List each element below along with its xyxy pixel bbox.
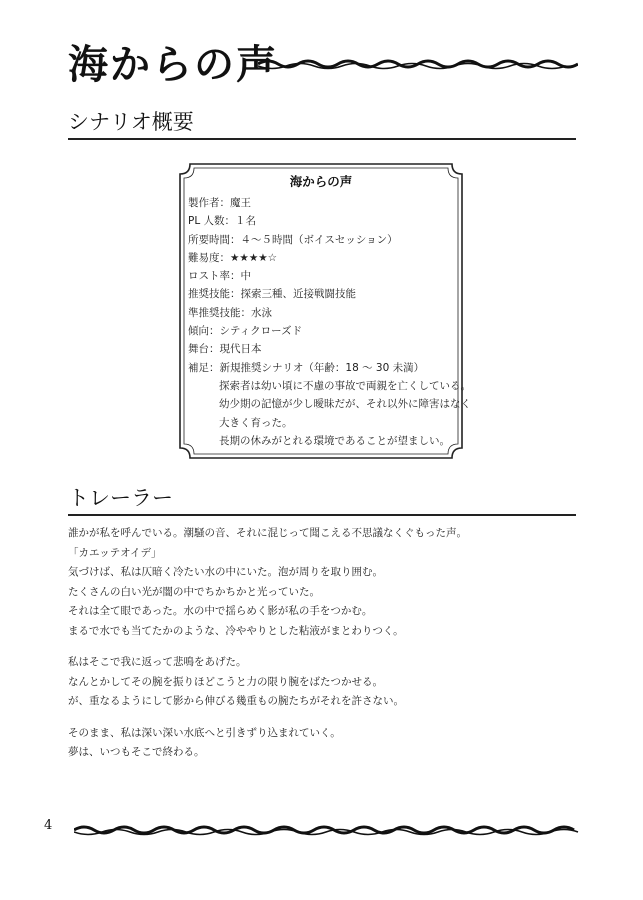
trailer-line: それは全て眼であった。水の中で揺らめく影が私の手をつかむ。 xyxy=(68,605,373,617)
detail-supplement: 補足：新規推奨シナリオ（年齢：18 ～ 30 未満） xyxy=(188,361,425,374)
note-line: 長期の休みがとれる環境であることが望ましい。 xyxy=(219,434,450,447)
detail-recommended-skills: 推奨技能：探索三種、近接戦闘技能 xyxy=(188,288,356,301)
trailer-line: なんとかしてその腕を振りほどこうと力の限り腕をばたつかせる。 xyxy=(68,675,383,688)
detail-lost-rate: ロスト率：中 xyxy=(188,270,251,283)
trailer-line: たくさんの白い光が闇の中でちかちかと光っていた。 xyxy=(68,585,320,598)
trailer-line: 誰かが私を呼んでいる。潮騒の音、それに混じって聞こえる不思議なくぐもった声。 xyxy=(68,527,467,539)
detail-tendency: 傾向：シティクローズド xyxy=(188,325,303,338)
note-line: 幼少期の記憶が少し曖昧だが、それ以外に障害はなく xyxy=(219,398,471,411)
detail-author: 製作者：魔王 xyxy=(188,197,251,209)
trailer-line: 気づけば、私は仄暗く冷たい水の中にいた。泡が周りを取り囲む。 xyxy=(68,566,383,578)
detail-play-time: 所要時間：４～５時間（ボイスセッション） xyxy=(188,233,398,246)
trailer-line: 私はそこで我に返って悲鳴をあげた。 xyxy=(68,656,247,668)
detail-difficulty: 難易度：★★★★☆ xyxy=(188,251,278,264)
page-footer xyxy=(44,818,578,842)
note-line: 探索者は幼い頃に不慮の事故で両親を亡くしている。 xyxy=(219,379,471,392)
wave-ornament xyxy=(258,54,578,74)
paragraph-gap xyxy=(68,712,578,724)
page-number: 4 xyxy=(44,818,53,833)
card-title: 海からの声 xyxy=(289,174,353,189)
paragraph-gap xyxy=(68,641,578,653)
trailer-line: が、重なるようにして影から伸びる幾重もの腕たちがそれを許さない。 xyxy=(68,695,404,707)
section-heading-trailer: トレーラー xyxy=(68,484,576,516)
title-block xyxy=(68,40,578,90)
detail-setting: 舞台：現代日本 xyxy=(188,343,262,356)
document-title: 海からの声 xyxy=(68,41,278,88)
wave-ornament xyxy=(74,821,579,839)
trailer-text xyxy=(68,524,578,763)
trailer-line: 「カエッテオイデ」 xyxy=(68,546,162,559)
trailer-line: まるで水でも当てたかのような、冷ややりとした粘液がまとわりつく。 xyxy=(68,624,404,637)
scenario-card xyxy=(176,160,471,462)
card-details xyxy=(188,194,471,450)
trailer-line: 夢は、いつもそこで終わる。 xyxy=(68,746,205,758)
note-line: 大きく育った。 xyxy=(219,416,293,429)
detail-sub-skills: 準推奨技能：水泳 xyxy=(188,306,272,319)
section-heading-overview: シナリオ概要 xyxy=(68,108,576,140)
supplement-notes xyxy=(188,377,471,450)
trailer-line: そのまま、私は深い深い水底へと引きずり込まれていく。 xyxy=(68,726,341,739)
detail-player-count: PL 人数：１名 xyxy=(188,215,257,228)
